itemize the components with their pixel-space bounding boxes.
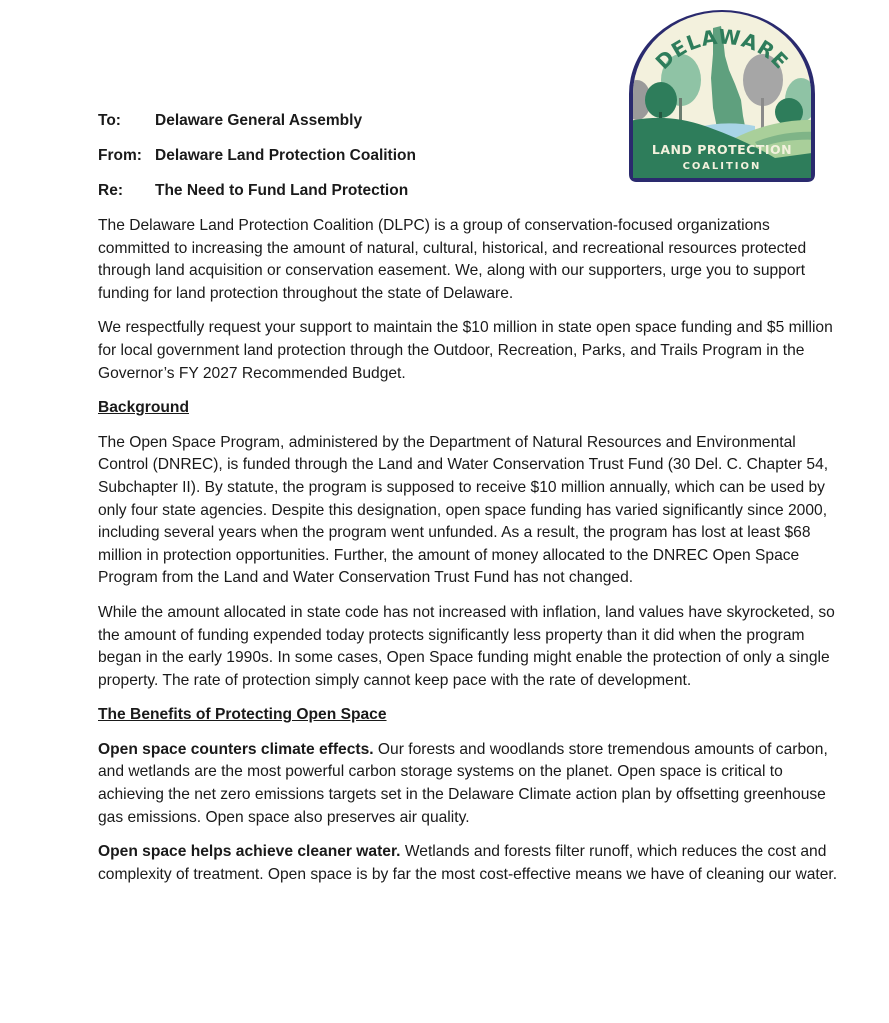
re-value: The Need to Fund Land Protection bbox=[155, 182, 409, 199]
background-paragraph-1: The Open Space Program, administered by the Department of Natural Resources and Environmental Control (DNREC), is funded through the Land and Water Conservation Trust Fund (30 Del. C. Chapter 54, Subchapter II). By statute, the program is supposed to receive $10 million annually, which can be used by only four state agencies. Despite this designation, open space funding has varied significantly since 2000, including several years when the program went unfunded. As a result, the program has lost at least $68 million in protection opportunities. Further, the amount of money allocated to the DNREC Open Space Program from the Land and Water Conservation Trust Fund has not changed. bbox=[98, 433, 829, 587]
to-label: To: bbox=[98, 112, 121, 129]
logo-line2: COALITION bbox=[682, 161, 762, 172]
to-value: Delaware General Assembly bbox=[155, 112, 363, 129]
memo-to bbox=[98, 110, 416, 145]
benefit-climate-lead: Open space counters climate effects. bbox=[98, 740, 374, 758]
benefits-heading: The Benefits of Protecting Open Space bbox=[98, 706, 387, 724]
memo-body bbox=[98, 215, 838, 898]
from-label: From: bbox=[98, 147, 142, 164]
logo-line1: LAND PROTECTION bbox=[651, 142, 793, 157]
coalition-logo bbox=[625, 8, 819, 184]
from-value: Delaware Land Protection Coalition bbox=[155, 147, 416, 164]
benefit-climate bbox=[98, 739, 838, 829]
benefit-water-lead: Open space helps achieve cleaner water. bbox=[98, 843, 401, 861]
intro-paragraph-2: We respectfully request your support to maintain the $10 million in state open space funding and $5 million for local government land protection through the Outdoor, Recreation, Parks, and Trails Program in the Governor’s FY 2027 Recommended Budget. bbox=[98, 319, 833, 382]
background-paragraph-2: While the amount allocated in state code has not increased with inflation, land values have skyrocketed, so the amount of funding expended today protects significantly less property than it did when the program began in the early 1990s. In some cases, Open Space funding might enable the protection of only a single property. The rate of protection simply cannot keep pace with the rate of development. bbox=[98, 603, 835, 689]
memo-header bbox=[98, 110, 416, 215]
background-heading: Background bbox=[98, 399, 189, 417]
memo-from bbox=[98, 145, 416, 180]
re-label: Re: bbox=[98, 182, 123, 199]
benefit-water-text: Wetlands and forests filter runoff, which reduces the cost and complexity of treatment. Open space is by far the most cost-effective means we have of cleaning our water. bbox=[98, 843, 838, 883]
memo-re bbox=[98, 180, 416, 215]
svg-text:DELAWARE: DELAWARE bbox=[650, 24, 794, 74]
intro-paragraph-1: The Delaware Land Protection Coalition (DLPC) is a group of conservation-focused organizations committed to increasing the amount of natural, cultural, historical, and recreational resources protected through land acquisition or conservation easement. We, along with our supporters, urge you to support funding for land protection throughout the state of Delaware. bbox=[98, 217, 807, 302]
benefit-climate-text: Our forests and woodlands store tremendous amounts of carbon, and wetlands are the most powerful carbon storage systems on the planet. Open space is critical to achieving the net zero emissions targets set in the Delaware Climate action plan by offsetting greenhouse gas emissions. Open space also preserves air quality. bbox=[98, 740, 828, 826]
benefit-water bbox=[98, 841, 838, 886]
